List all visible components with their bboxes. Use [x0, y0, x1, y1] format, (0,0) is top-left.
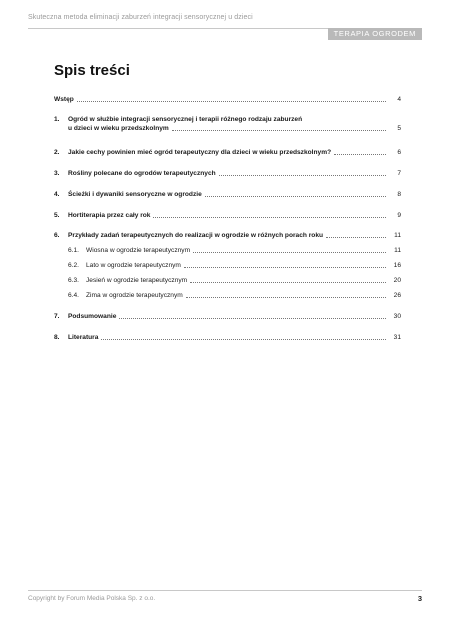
toc-entry-page: 6: [397, 149, 401, 156]
toc-entry-wstep[interactable]: [54, 95, 401, 104]
dot-leader: [193, 252, 386, 253]
toc-entry-title: Podsumowanie: [68, 313, 117, 320]
dot-leader: [186, 297, 386, 298]
toc-entry-page: 7: [397, 170, 401, 177]
toc-entry-page: 26: [393, 292, 401, 299]
toc-entry-number: 8.: [54, 334, 60, 341]
footer-copyright: Copyright by Forum Media Polska Sp. z o.o.: [28, 595, 156, 602]
toc-entry-number: 2.: [54, 149, 60, 156]
toc-entry-title: Hortiterapia przez cały rok: [68, 212, 151, 219]
toc-entry-1[interactable]: [54, 115, 401, 133]
toc-entry-6-4[interactable]: [54, 291, 401, 300]
toc-entry-page: 16: [393, 262, 401, 269]
dot-leader: [119, 318, 386, 319]
dot-leader: [326, 237, 386, 238]
toc-title: Spis treści: [54, 62, 130, 79]
toc-entry-number: 6.2.: [68, 262, 79, 269]
toc-entry-title-cont: u dzieci w wieku przedszkolnym: [68, 125, 169, 132]
toc-entry-page: 11: [394, 247, 401, 254]
toc-entry-number: 6.: [54, 232, 60, 239]
toc-entry-2[interactable]: [54, 148, 401, 157]
toc-entry-number: 3.: [54, 170, 60, 177]
toc-entry-title: Wiosna w ogrodzie terapeutycznym: [86, 247, 191, 254]
toc-entry-page: 20: [393, 277, 401, 284]
toc-entry-title: Zima w ogrodzie terapeutycznym: [86, 292, 183, 299]
toc-entry-title: Jakie cechy powinien mieć ogród terapeutyczny dla dzieci w wieku przedszkolnym?: [68, 149, 332, 156]
dot-leader: [101, 339, 386, 340]
toc-entry-8[interactable]: [54, 333, 401, 342]
toc-entry-number: 6.3.: [68, 277, 79, 284]
toc-entry-page: 30: [393, 313, 401, 320]
toc-entry-6-3[interactable]: [54, 276, 401, 285]
toc-entry-number: 6.1.: [68, 247, 79, 254]
toc-entry-6-1[interactable]: [54, 246, 401, 255]
toc-entry-number: 4.: [54, 191, 60, 198]
toc-entry-title: Literatura: [68, 334, 99, 341]
toc-entry-3[interactable]: [54, 169, 401, 178]
dot-leader: [184, 267, 386, 268]
toc-entry-page: 11: [394, 232, 401, 239]
page-number: 3: [417, 594, 422, 603]
dot-leader: [153, 217, 386, 218]
toc-entry-number: 5.: [54, 212, 60, 219]
toc-entry-title: Ścieżki i dywaniki sensoryczne w ogrodzie: [68, 191, 202, 198]
toc-entry-title: Przykłady zadań terapeutycznych do realizacji w ogrodzie w różnych porach roku: [68, 232, 324, 239]
toc-entry-4[interactable]: [54, 190, 401, 199]
toc-entry-title: Ogród w służbie integracji sensorycznej i terapii różnego rodzaju zaburzeń: [68, 116, 303, 123]
toc-entry-5[interactable]: [54, 211, 401, 220]
toc-entry-6[interactable]: [54, 231, 401, 240]
toc-entry-number: 6.4.: [68, 292, 79, 299]
section-badge: TERAPIA OGRODEM: [328, 28, 422, 40]
toc-entry-page: 8: [397, 191, 401, 198]
toc-entry-page: 9: [397, 212, 401, 219]
dot-leader: [219, 175, 386, 176]
running-header: Skuteczna metoda eliminacji zaburzeń integracji sensorycznej u dzieci: [28, 14, 253, 21]
toc-entry-title: Jesień w ogrodzie terapeutycznym: [86, 277, 188, 284]
dot-leader: [205, 196, 386, 197]
footer-divider: [28, 590, 422, 591]
toc-entry-number: 1.: [54, 116, 60, 123]
dot-leader: [190, 282, 386, 283]
toc-entry-page: 5: [397, 125, 401, 132]
dot-leader: [334, 154, 386, 155]
toc-entry-page: 31: [393, 334, 401, 341]
toc-entry-title: Wstęp: [54, 96, 74, 103]
toc-entry-title: Lato w ogrodzie terapeutycznym: [86, 262, 181, 269]
toc-entry-7[interactable]: [54, 312, 401, 321]
dot-leader: [172, 130, 386, 131]
toc-entry-number: 7.: [54, 313, 60, 320]
toc-entry-6-2[interactable]: [54, 261, 401, 270]
toc-entry-page: 4: [397, 96, 401, 103]
toc-entry-title: Rośliny polecane do ogrodów terapeutycznych: [68, 170, 216, 177]
dot-leader: [77, 101, 386, 102]
